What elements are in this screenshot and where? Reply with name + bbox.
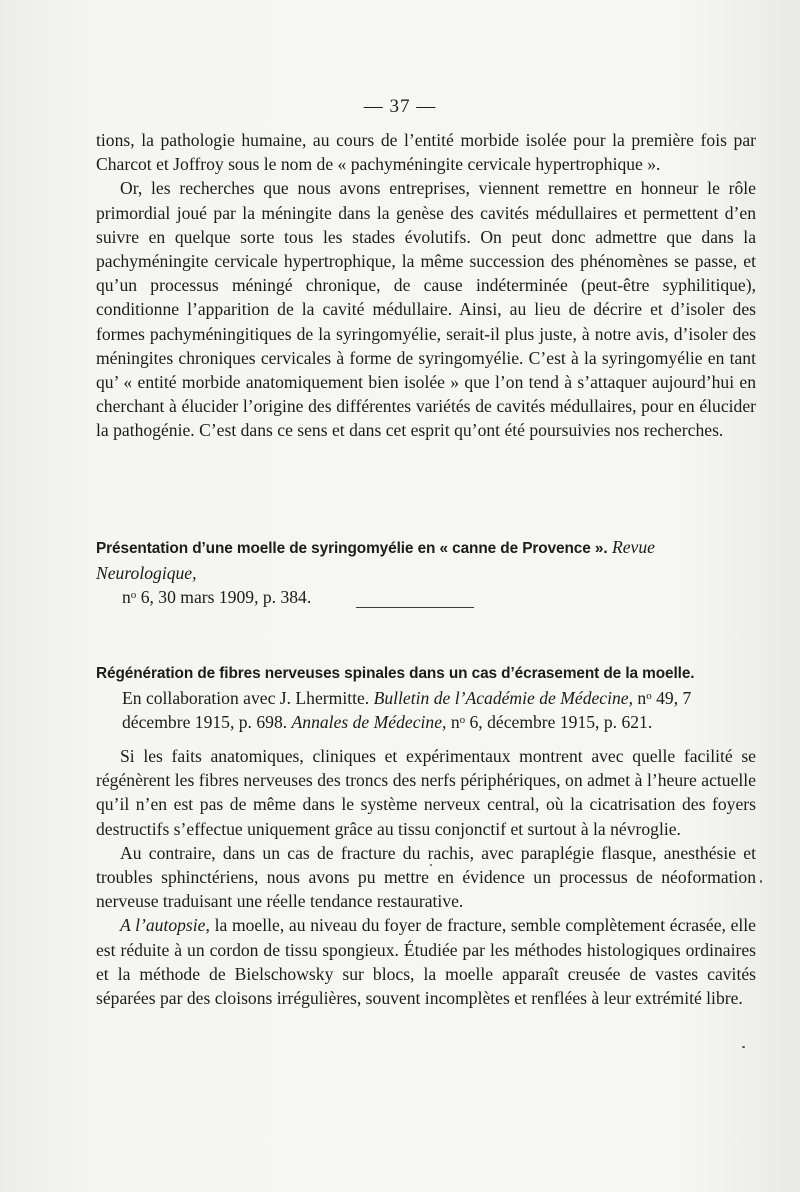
- publication-title: Régénération de fibres nerveuses spinales dans un cas d’écrasement de la moelle.: [96, 665, 695, 682]
- paragraph-facts: Si les faits anatomiques, cliniques et expérimentaux montrent avec quelle facilité se régénèrent les fibres nerveuses des troncs des nerfs périphériques, on admet à l’heure actuelle qu’il n’en est pas de même dans le système nerveux central, où la cicatrisation des foyers destructifs s’effectue uniquement grâce au tissu conjonctif et surtout à la névroglie.: [96, 746, 756, 839]
- regeneration-text-block: [96, 744, 756, 1010]
- publication-citation: [96, 686, 756, 734]
- number-sup: o: [646, 690, 652, 703]
- paragraph-research: Or, les recherches que nous avons entreprises, viennent remettre en honneur le rôle primordial joué par la méningite dans la genèse des cavités médullaires et permettent d’en suivre en quelque sorte tous les stades évolutifs. On peut donc admettre que dans la pachyméningite cervicale hypertrophique, la même succession des phénomènes se passe, et qu’un processus méningé chronique, de cause indéterminée (peut-être syphilitique), conditionne l’apparition de la cavité médullaire. Ainsi, au lieu de décrire et d’isoler des formes pachyméningitiques de la syringomyélie, serait-il plus juste, à notre avis, d’isoler des méningites chroniques cervicales à forme de syringomyélie. C’est à la syringomyélie en tant qu’ « entité morbide anatomiquement bien isolée » que l’on tend à s’attaquer aujourd’hui en cherchant à élucider l’origine des différentes variétés de cavités médullaires, pour en élucider la pathogénie. C’est dans ce sens et dans cet esprit qu’ont été poursuivies nos recherches.: [96, 178, 756, 441]
- number-prefix: n: [637, 688, 647, 709]
- number-prefix: n: [122, 587, 131, 608]
- page-number: — 37 —: [363, 96, 437, 117]
- paragraph-autopsy: [96, 913, 756, 1010]
- autopsy-text: , la moelle, au niveau du foyer de fracture, semble complètement écrasée, elle est réduite à un cordon de tissu spongieux. Étudiée par les méthodes histologiques ordinaires et la méthode de Bielschowsky sur blocs, la moelle apparaît creusée de vastes cavités séparées par des cloisons irrégulières, souvent incomplètes et renflées à leur extrémité libre.: [96, 915, 756, 1009]
- journal-name-2: Annales de Médecine,: [291, 712, 447, 733]
- publication-citation: [96, 585, 756, 609]
- number-sup: o: [459, 714, 466, 727]
- paper-speck: [742, 1046, 745, 1048]
- publication-entry-regeneration: [96, 660, 756, 735]
- number-sup: o: [130, 589, 137, 602]
- publication-entry-syringomyelie: [96, 535, 756, 610]
- number-prefix: n: [450, 712, 460, 733]
- citation-details: 6, 30 mars 1909, p. 384.: [136, 587, 312, 608]
- paper-speck: [760, 880, 762, 883]
- section-divider: [356, 607, 474, 608]
- autopsy-label: A l’autopsie: [120, 915, 206, 936]
- paragraph-case: Au contraire, dans un cas de fracture du rachis, avec paraplégie flasque, anesthésie et troubles sphinctériens, nous avons pu mettre en évidence un processus de néoformation nerveuse traduisant une réelle tendance restaurative.: [96, 842, 756, 912]
- publication-title: Présentation d’une moelle de syringomyélie en « canne de Provence ».: [96, 540, 608, 557]
- journal-name-1: Bulletin de l’Académie de Médecine,: [373, 688, 633, 709]
- paragraph-continued: tions, la pathologie humaine, au cours de l’entité morbide isolée pour la première fois par Charcot et Joffroy sous le nom de « pachyméningite cervicale hypertrophique ».: [96, 130, 756, 175]
- citation-details-1: 49, 7 décembre 1915, p. 698.: [122, 688, 692, 733]
- paper-speck: [430, 864, 432, 866]
- citation-details-2: 6, décembre 1915, p. 621.: [465, 712, 653, 733]
- journal-name: Revue Neurologique,: [96, 537, 655, 584]
- intro-text-block: [96, 128, 756, 443]
- collaboration: En collaboration avec J. Lhermitte.: [122, 688, 370, 709]
